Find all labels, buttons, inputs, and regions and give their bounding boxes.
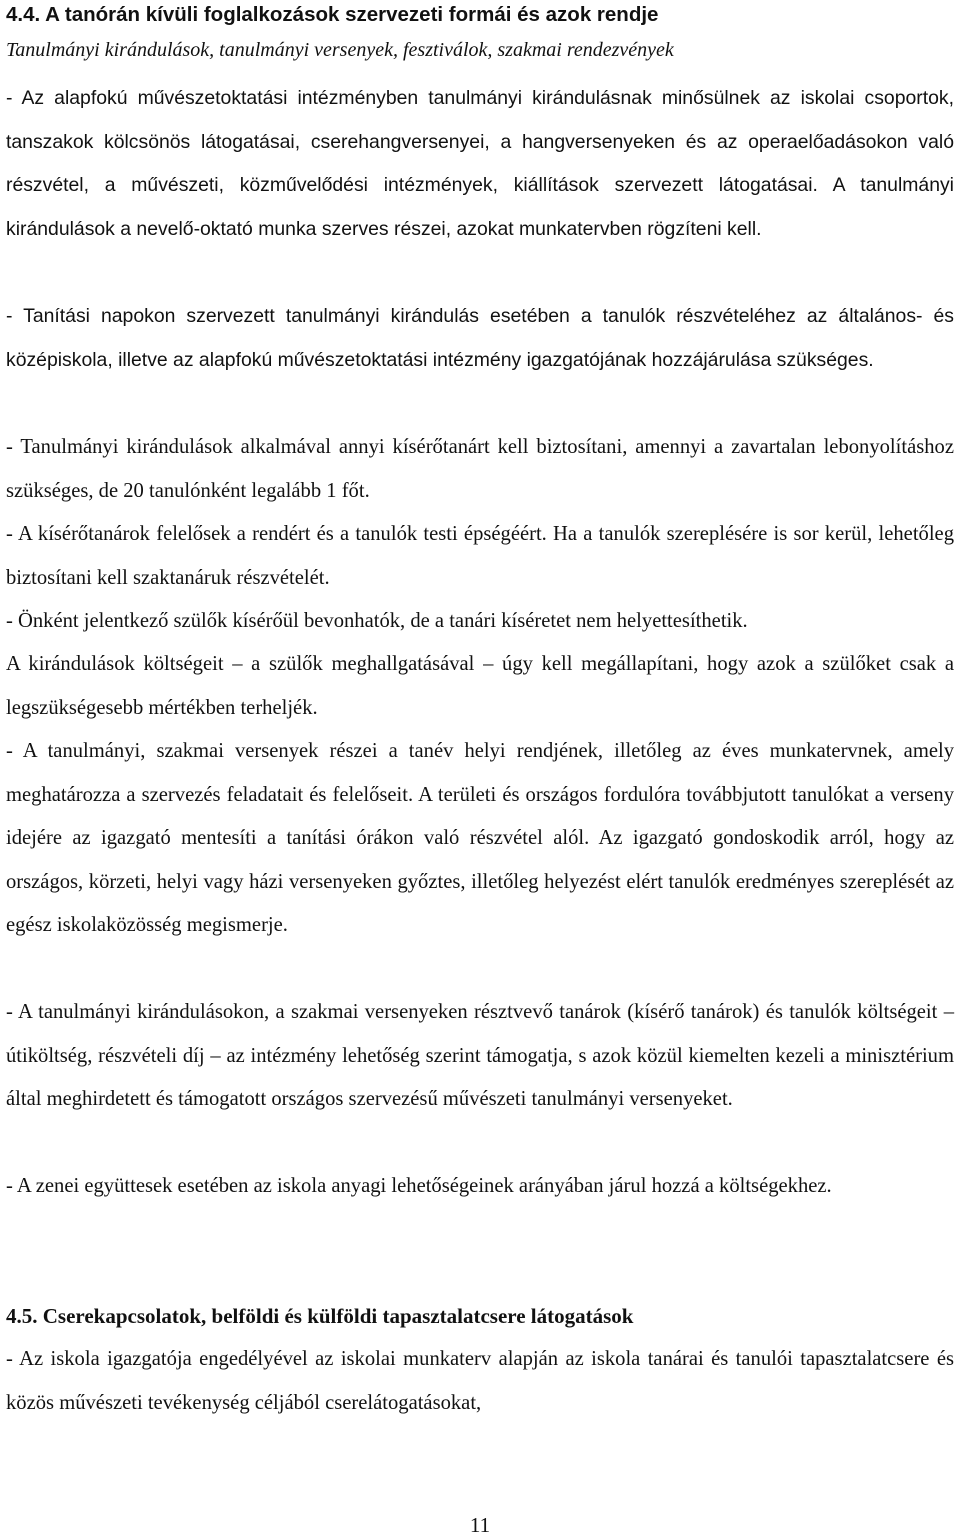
paragraph-5: - Önként jelentkező szülők kísérőül bevonhatók, de a tanári kíséretet nem helyettesíthetik. [6, 610, 748, 632]
paragraph-2: - Tanítási napokon szervezett tanulmányi kirándulás esetében a tanulók részvételéhez az általános- és középiskola, illetve az alapfokú művészetoktatási intézmény igazgatójának hozzájárulása szükséges. [6, 305, 954, 371]
section-heading-4-5: 4.5. Cserekapcsolatok, belföldi és külföldi tapasztalatcsere látogatások [6, 1304, 634, 1328]
paragraph-9: - A zenei együttesek esetében az iskola anyagi lehetőségeinek arányában járul hozzá a költségekhez. [6, 1175, 832, 1197]
section-heading-4-4: 4.4. A tanórán kívüli foglalkozások szervezeti formái és azok rendje [6, 3, 659, 26]
paragraph-7: - A tanulmányi, szakmai versenyek részei a tanév helyi rendjének, illetőleg az éves munkatervnek, amely meghatározza a szervezés feladatait és felelőseit. A területi és országos fordulóra továbbjutott tanulókat a verseny idejére az igazgató mentesíti a tanítási órákon való részvétel alól. Az igazgató gondoskodik arról, hogy az országos, körzeti, helyi vagy házi versenyeken győztes, illetőleg helyezést elért tanulók eredményes szereplését az egész iskolaközösség megismerje. [6, 740, 954, 937]
paragraph-6: A kirándulások költségeit – a szülők meghallgatásával – úgy kell megállapítani, hogy azok a szülőket csak a legszükségesebb mértékben terheljék. [6, 653, 954, 719]
page-number: 11 [469, 1513, 491, 1537]
paragraph-8: - A tanulmányi kirándulásokon, a szakmai versenyeken résztvevő tanárok (kísérő tanárok) és tanulók költségeit – útiköltség, részvételi díj – az intézmény lehetőség szerint támogatja, s azok közül kiemelten kezeli a minisztérium által meghirdetett és támogatott országos szervezésű művészeti tanulmányi versenyeket. [6, 1001, 954, 1111]
paragraph-3: - Tanulmányi kirándulások alkalmával annyi kísérőtanárt kell biztosítani, amennyi a zavartalan lebonyolításhoz szükséges, de 20 tanulónként legalább 1 főt. [6, 436, 954, 502]
paragraph-1: - Az alapfokú művészetoktatási intézményben tanulmányi kirándulásnak minősülnek az iskolai csoportok, tanszakok kölcsönös látogatásai, cserehangversenyei, a hangversenyeken és az operaelőadásokon való részvétel, a művészeti, közművelődési intézmények, kiállítások szervezett látogatásai. A tanulmányi kirándulások a nevelő-oktató munka szerves részei, azokat munkatervben rögzíteni kell. [6, 87, 954, 240]
paragraph-10: - Az iskola igazgatója engedélyével az iskolai munkaterv alapján az iskola tanárai és tanulói tapasztalatcsere és közös művészeti tevékenység céljából cserelátogatásokat, [6, 1348, 954, 1414]
paragraph-4: - A kísérőtanárok felelősek a rendért és a tanulók testi épségéért. Ha a tanulók szereplésére is sor kerül, lehetőleg biztosítani kell szaktanáruk részvételét. [6, 523, 954, 589]
section-subheading: Tanulmányi kirándulások, tanulmányi versenyek, fesztiválok, szakmai rendezvények [6, 39, 674, 61]
